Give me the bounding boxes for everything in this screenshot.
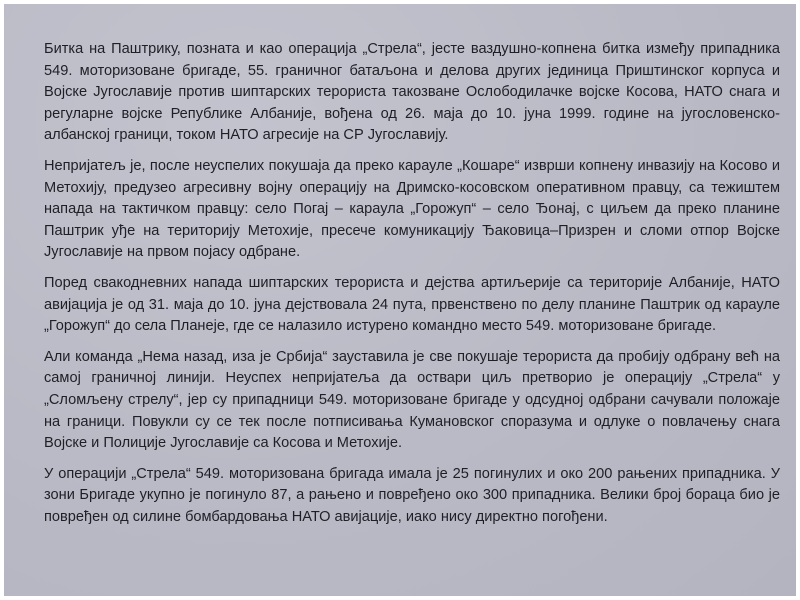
paragraph-defense-held: Али команда „Нема назад, иза је Србија“ зауставила је све покушаје терориста да пробију одбрану већ на самој граничној линији. Неуспех непријатеља да оствари циљ претворио је операцију „Стрела“ у „Сломљену стрелу“, јер су припадници 549. моторизоване бригаде у одсудној одбрани сачували положаје на граници. Повукли су се тек после потписивања Кумановског споразума и одлуке о повлачењу снага Војске и Полиције Југославије са Косова и Метохије. (44, 348, 780, 452)
paragraph-casualties: У операцији „Стрела“ 549. моторизована бригада имала је 25 погинулих и око 200 рањених припадника. У зони Бригаде укупно је погинуло 87, а рањено и повређено око 300 припадника. Велики број бораца био је повређен од силине бомбардовања НАТО авијације, иако нису директно погођени. (44, 465, 780, 525)
article-body (44, 39, 780, 537)
paragraph-battle-intro: Битка на Паштрику, позната и као операција „Стрела“, јесте ваздушно-копнена битка између припадника 549. моторизоване бригаде, 55. граничног батаљона и делова других јединица Приштинског корпуса и Војске Југославије против шиптарских терориста такозване Ослободилачке војске Косова, НАТО снага и регуларне војске Републике Албаније, вођена од 26. маја до 10. јуна 1999. године на југословенско-албанској граници, током НАТО агресије на СР Југославију. (44, 41, 780, 144)
scanned-page (4, 4, 796, 596)
paragraph-enemy-operation: Непријатељ је, после неуспелих покушаја да преко карауле „Кошаре“ изврши копнену инвазију на Косово и Метохију, предузео агресивну војну операцију на Дримско-косовском оперативном правцу, са тежиштем напада на тактичком правцу: село Погај – караула „Горожуп“ – село Ђонај, с циљем да преко планине Паштрик уђе на територију Метохије, пресече комуникацију Ђаковица–Призрен и сломи отпор Војске Југославије на првом појасу одбране. (44, 157, 780, 261)
paragraph-nato-air-strikes: Поред свакодневних напада шиптарских терориста и дејства артиљерије са територије Албаније, НАТО авијација је од 31. маја до 10. јуна дејствовала 24 пута, првенствено по делу планине Паштрик од карауле „Горожуп“ до села Планеје, где се налазило истурено командно место 549. моторизоване бригаде. (44, 274, 780, 335)
